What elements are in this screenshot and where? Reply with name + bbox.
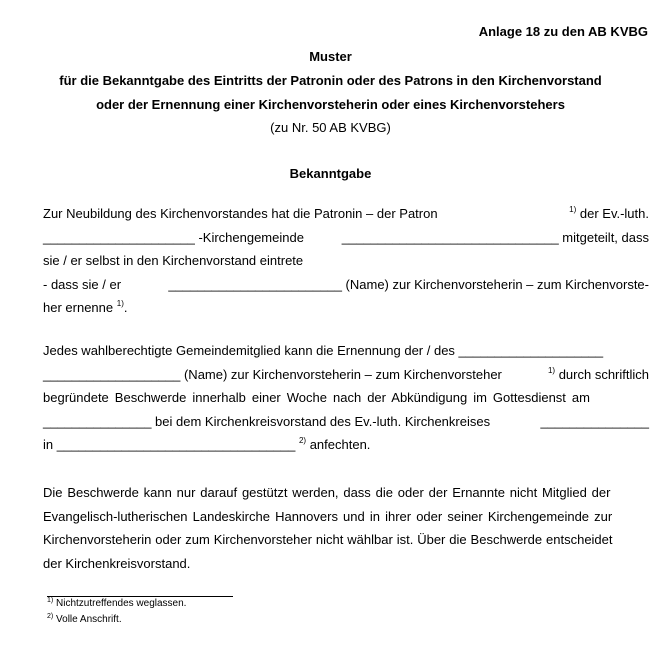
paragraph-line: der Kirchenkreisvorstand. bbox=[43, 555, 191, 571]
paragraph-line bbox=[43, 226, 649, 250]
paragraph-objection bbox=[43, 339, 649, 457]
text-segment: - dass sie / er bbox=[43, 276, 122, 292]
paragraph-line: Kirchenvorsteherin oder zum Kirchenvorsteher nicht wählbar ist. Über die Beschwerde entscheidet bbox=[43, 532, 613, 547]
paragraph-announcement bbox=[43, 202, 649, 320]
document-title: Muster bbox=[309, 49, 352, 64]
text-segment: anfechten. bbox=[309, 437, 371, 452]
text-segment: Zur Neubildung des Kirchenvorstandes hat die Patronin – der Patron bbox=[43, 206, 438, 221]
text-segment: . bbox=[123, 300, 128, 315]
paragraph-line bbox=[43, 363, 649, 387]
text-segment: ___________________ (Name) zur Kirchenvorsteherin – zum Kirchenvorsteher bbox=[43, 366, 502, 382]
footnote-mark: 2) bbox=[47, 613, 54, 620]
document-subtitle-line2: oder der Ernennung einer Kirchenvorsteherin oder eines Kirchenvorstehers bbox=[96, 97, 565, 112]
text-segment: her ernenne bbox=[43, 300, 114, 315]
paragraph-line bbox=[43, 273, 649, 297]
blank-field-district: _______________ bbox=[540, 413, 649, 429]
footnote-text: Volle Anschrift. bbox=[56, 614, 122, 625]
footnote-ref: 2) bbox=[298, 436, 307, 445]
paragraph-line: Die Beschwerde kann nur darauf gestützt werden, dass die oder der Ernannte nicht Mitglied der bbox=[43, 485, 611, 500]
footnote-ref: 1) bbox=[569, 205, 577, 214]
text-segment: der Ev.-luth. bbox=[579, 206, 649, 221]
paragraph-line: Jedes wahlberechtigte Gemeindemitglied kann die Ernennung der / des ____________________ bbox=[43, 343, 604, 358]
blank-field-name: ________________________ (Name) zur Kirchenvorsteherin – zum Kirchenvorste- bbox=[168, 276, 649, 292]
paragraph-line bbox=[43, 296, 649, 320]
blank-field-date: ______________________________ mitgeteilt, dass bbox=[341, 229, 649, 245]
footnote-text: Nichtzutreffendes weglassen. bbox=[56, 598, 187, 609]
paragraph-line: Evangelisch-lutherischen Landeskirche Hannovers und in ihrer oder seiner Kirchengemeinde zur bbox=[43, 508, 613, 524]
footnote-divider bbox=[47, 596, 233, 597]
text-segment: _______________ bei dem Kirchenkreisvorstand des Ev.-luth. Kirchenkreises bbox=[43, 413, 491, 429]
paragraph-line bbox=[43, 410, 649, 434]
document-reference: (zu Nr. 50 AB KVBG) bbox=[270, 120, 391, 135]
document-subtitle-line1: für die Bekanntgabe des Eintritts der Patronin oder des Patrons in den Kirchenvorstand bbox=[59, 73, 602, 88]
paragraph-grounds bbox=[43, 481, 649, 575]
blank-field-parish: _____________________ -Kirchengemeinde bbox=[43, 229, 304, 245]
footnote-1 bbox=[47, 598, 186, 609]
paragraph-line: sie / er selbst in den Kirchenvorstand eintrete bbox=[43, 253, 304, 268]
footnote-mark: 1) bbox=[47, 597, 54, 604]
footnote-ref: 1) bbox=[547, 365, 556, 375]
section-title: Bekanntgabe bbox=[289, 166, 372, 181]
blank-field-address: in _________________________________ bbox=[43, 437, 296, 452]
annex-label: Anlage 18 zu den AB KVBG bbox=[478, 24, 648, 39]
footnote-2 bbox=[47, 614, 122, 625]
text-segment: durch schriftlich bbox=[558, 366, 649, 382]
paragraph-line bbox=[43, 433, 649, 457]
paragraph-line: begründete Beschwerde innerhalb einer Woche nach der Abkündigung im Gottesdienst am bbox=[43, 390, 590, 405]
paragraph-line bbox=[43, 202, 649, 226]
footnote-ref: 1) bbox=[116, 299, 124, 308]
